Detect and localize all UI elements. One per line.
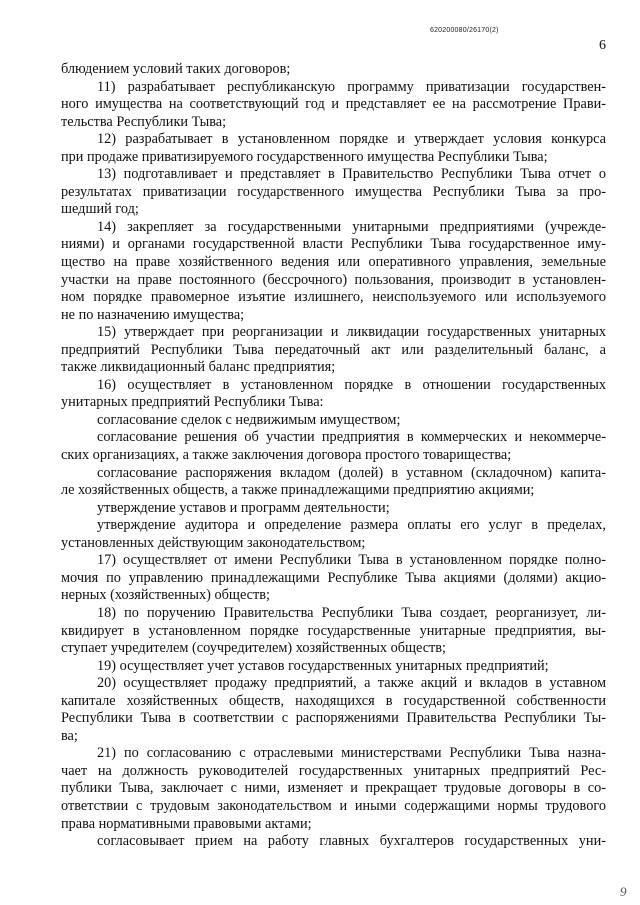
text-line: 20) осуществляет продажу предприятий, а также акций и вкладов в уставном bbox=[97, 675, 606, 692]
text-line: ниями) и органами государственной власти Республики Тыва государственное иму- bbox=[61, 236, 606, 253]
text-line: 19) осуществляет учет уставов государственных унитарных предприятий; bbox=[97, 657, 549, 674]
text-line: не по назначению имущества; bbox=[61, 306, 245, 323]
text-line: 12) разрабатывает в установленном порядке и утверждает условия конкурса bbox=[97, 131, 606, 148]
text-line: 15) утверждает при реорганизации и ликвидации государственных унитарных bbox=[97, 324, 606, 341]
text-line: согласование решения об участии предприятия в коммерческих и некоммерче- bbox=[97, 429, 606, 446]
text-line: согласование распоряжения вкладом (долей) в уставном (складочном) капита- bbox=[97, 464, 606, 481]
text-line: 21) по согласованию с отраслевыми министерствами Республики Тыва назна- bbox=[97, 745, 606, 762]
text-line: согласование сделок с недвижимым имуществом; bbox=[97, 411, 401, 428]
text-line: ле хозяйственных обществ, а также принадлежащими предприятию акциями; bbox=[61, 482, 535, 499]
text-line: 11) разрабатывает республиканскую программу приватизации государствен- bbox=[97, 78, 606, 95]
text-line: мочия по управлению принадлежащими Республике Тыва акциями (долями) акцио- bbox=[61, 569, 606, 586]
text-line: утверждение аудитора и определение размера оплаты его услуг в пределах, bbox=[97, 517, 606, 534]
text-line: 17) осуществляет от имени Республики Тыва в установленном порядке полно- bbox=[97, 552, 606, 569]
text-line: утверждение уставов и программ деятельности; bbox=[97, 499, 390, 516]
text-line: предприятий Республики Тыва передаточный акт или разделительный баланс, а bbox=[61, 341, 606, 358]
text-line: публики Тыва, заключает с ними, изменяет и прекращает трудовые договоры в со- bbox=[61, 780, 606, 797]
page-number: 6 bbox=[599, 38, 606, 53]
text-line: щество на праве хозяйственного ведения или оперативного управления, земельные bbox=[61, 254, 606, 271]
document-code: 620200080/26170(2) bbox=[430, 27, 499, 34]
text-line: права нормативными правовыми актами; bbox=[61, 815, 312, 832]
text-line: участки на праве постоянного (бессрочного) пользования, производит в установлен- bbox=[61, 271, 606, 288]
text-line: результатах приватизации государственного имущества Республики Тыва за про- bbox=[61, 183, 606, 200]
text-line: 13) подготавливает и представляет в Правительство Республики Тыва отчет о bbox=[97, 166, 606, 183]
text-line: капитале хозяйственных обществ, находящихся в государственной собственности bbox=[61, 692, 606, 709]
margin-handwritten-mark: 9 bbox=[620, 884, 627, 899]
text-line: ских организациях, а также заключения договора простого товарищества; bbox=[61, 447, 512, 464]
document-body bbox=[61, 61, 606, 851]
text-line: нерных (хозяйственных) обществ; bbox=[61, 587, 270, 604]
text-line: также ликвидационный баланс предприятия; bbox=[61, 359, 336, 376]
text-line: установленных действующим законодательством; bbox=[61, 534, 366, 551]
text-line: ном порядке правомерное изъятие излишнего, неиспользуемого или используемого bbox=[61, 289, 606, 306]
text-line: ного имущества на соответствующий год и представляет ее на рассмотрение Прави- bbox=[61, 96, 606, 113]
text-line: 16) осуществляет в установленном порядке в отношении государственных bbox=[97, 376, 606, 393]
text-line: 18) по поручению Правительства Республики Тыва создает, реорганизует, ли- bbox=[97, 604, 606, 621]
text-line: при продаже приватизируемого государственного имущества Республики Тыва; bbox=[61, 148, 548, 165]
text-line: унитарных предприятий Республики Тыва: bbox=[61, 394, 324, 411]
text-line: ответствии с трудовым законодательством и иными содержащими нормы трудового bbox=[61, 797, 606, 814]
text-line: шедший год; bbox=[61, 201, 139, 218]
text-line: тельства Республики Тыва; bbox=[61, 113, 227, 130]
text-line: ступает учредителем (соучредителем) хозяйственных обществ; bbox=[61, 640, 447, 657]
text-line: чает на должность руководителей государственных унитарных предприятий Рес- bbox=[61, 762, 606, 779]
text-line: блюдением условий таких договоров; bbox=[61, 61, 291, 77]
text-line: согласовывает прием на работу главных бухгалтеров государственных уни- bbox=[97, 833, 606, 850]
text-line: ва; bbox=[61, 727, 78, 744]
text-line: квидирует в установленном порядке государственные унитарные предприятия, вы- bbox=[61, 622, 606, 639]
text-line: Республики Тыва в соответствии с распоряжениями Правительства Республики Ты- bbox=[61, 710, 606, 727]
text-line: 14) закрепляет за государственными унитарными предприятиями (учрежде- bbox=[97, 218, 606, 235]
